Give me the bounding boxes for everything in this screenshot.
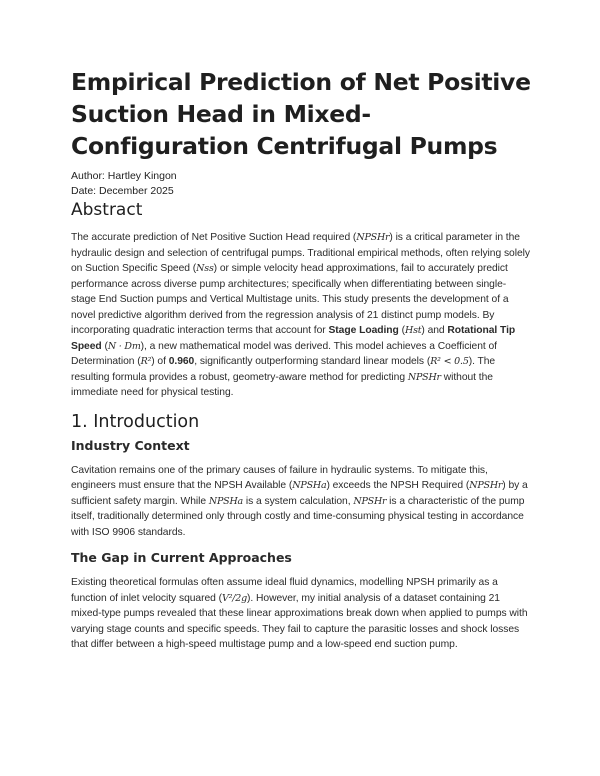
gap-text-2: ). However, my initial analysis of a dataset containing 21 mixed-type pumps revealed that these linear approximations break down when applied to pumps with varying stage counts and specific speeds. They fail to capture the parasitic losses and shock losses that differ between a high-speed multistage pump and a low-speed end suction pump.	[71, 592, 528, 650]
context-math-npsha-2: NPSHa	[208, 495, 244, 507]
abstract-text-5: ) and	[421, 325, 448, 336]
abstract-math-npshr-2: NPSHr	[407, 371, 441, 383]
introduction-heading: 1. Introduction	[71, 411, 200, 432]
abstract-bold-stage-loading: Stage Loading	[328, 325, 399, 336]
abstract-text-6: (	[101, 340, 108, 352]
abstract-paragraph	[71, 230, 531, 401]
paper-content	[71, 66, 531, 653]
abstract-text-3: ) or simple velocity head approximations, fail to accurately predict performance across diverse pump architectures; specifically when differentiating between single-stage End Suction pumps and Vertical Multistage units. This study presents the development of a novel predictive algorithm derived from the regression analysis of 21 distinct pump models. By incorporating quadratic interaction terms that account for	[71, 263, 509, 336]
abstract-text-7: ), a new mathematical model was derived. This model achieves a Coefficient of Determination (	[71, 340, 497, 367]
context-text-4: is a system calculation,	[243, 495, 354, 507]
abstract-bold-r2-value: 0.960	[168, 356, 195, 367]
abstract-text-10: ). The resulting formula provides a robust, geometry-aware method for predicting	[71, 356, 496, 383]
gap-math-velocity-head: V²/2g	[222, 592, 248, 604]
abstract-math-r2: R²	[140, 356, 152, 367]
abstract-text-8: ) of	[151, 356, 169, 367]
abstract-math-npshr: NPSHr	[356, 232, 390, 243]
author-line: Author: Hartley Kingon	[71, 170, 177, 182]
industry-context-heading: Industry Context	[71, 437, 190, 453]
abstract-text-11: without the immediate need for physical testing.	[71, 371, 493, 398]
abstract-text-9: , significantly outperforming standard linear models (	[194, 356, 431, 367]
abstract-math-r2-linear: R² < 0.5	[430, 356, 469, 367]
abstract-text-4: (	[398, 325, 405, 336]
context-text-5: is a characteristic of the pump itself, traditionally determined only through costly and time-consuming physical testing in accordance with ISO 9906 standards.	[71, 495, 525, 538]
context-math-npshr-2: NPSHr	[353, 495, 387, 507]
abstract-text-2: ) is a critical parameter in the hydraulic design and selection of centrifugal pumps. Traditional empirical methods, often relying solely on Suction Specific Speed (	[71, 232, 530, 274]
gap-paragraph	[71, 575, 531, 653]
abstract-math-ndm: N · Dm	[107, 340, 141, 352]
paper-title: Empirical Prediction of Net Positive Suction Head in Mixed-Configuration Centrifugal Pumps	[71, 68, 531, 160]
context-text-3: ) by a sufficient safety margin. While	[71, 480, 528, 507]
abstract-math-nss: Nss	[196, 263, 214, 274]
context-text-2: ) exceeds the NPSH Required (	[326, 480, 470, 491]
gap-text-1: Existing theoretical formulas often assume ideal fluid dynamics, modelling NPSH primarily as a function of inlet velocity squared (	[71, 577, 498, 604]
abstract-bold-tip-speed: Rotational Tip Speed	[71, 325, 516, 352]
abstract-heading: Abstract	[71, 200, 143, 220]
industry-context-paragraph	[71, 463, 531, 541]
context-math-npsha: NPSHa	[292, 480, 327, 491]
abstract-text-1: The accurate prediction of Net Positive Suction Head required (	[71, 232, 357, 243]
gap-heading: The Gap in Current Approaches	[71, 550, 292, 565]
context-math-npshr: NPSHr	[469, 480, 503, 491]
abstract-math-hst: Hst	[404, 325, 422, 336]
context-text-1: Cavitation remains one of the primary causes of failure in hydraulic systems. To mitigate this, engineers must ensure that the NPSH Available (	[71, 464, 488, 491]
date-line: Date: December 2025	[71, 185, 174, 197]
paper-meta	[71, 169, 531, 199]
